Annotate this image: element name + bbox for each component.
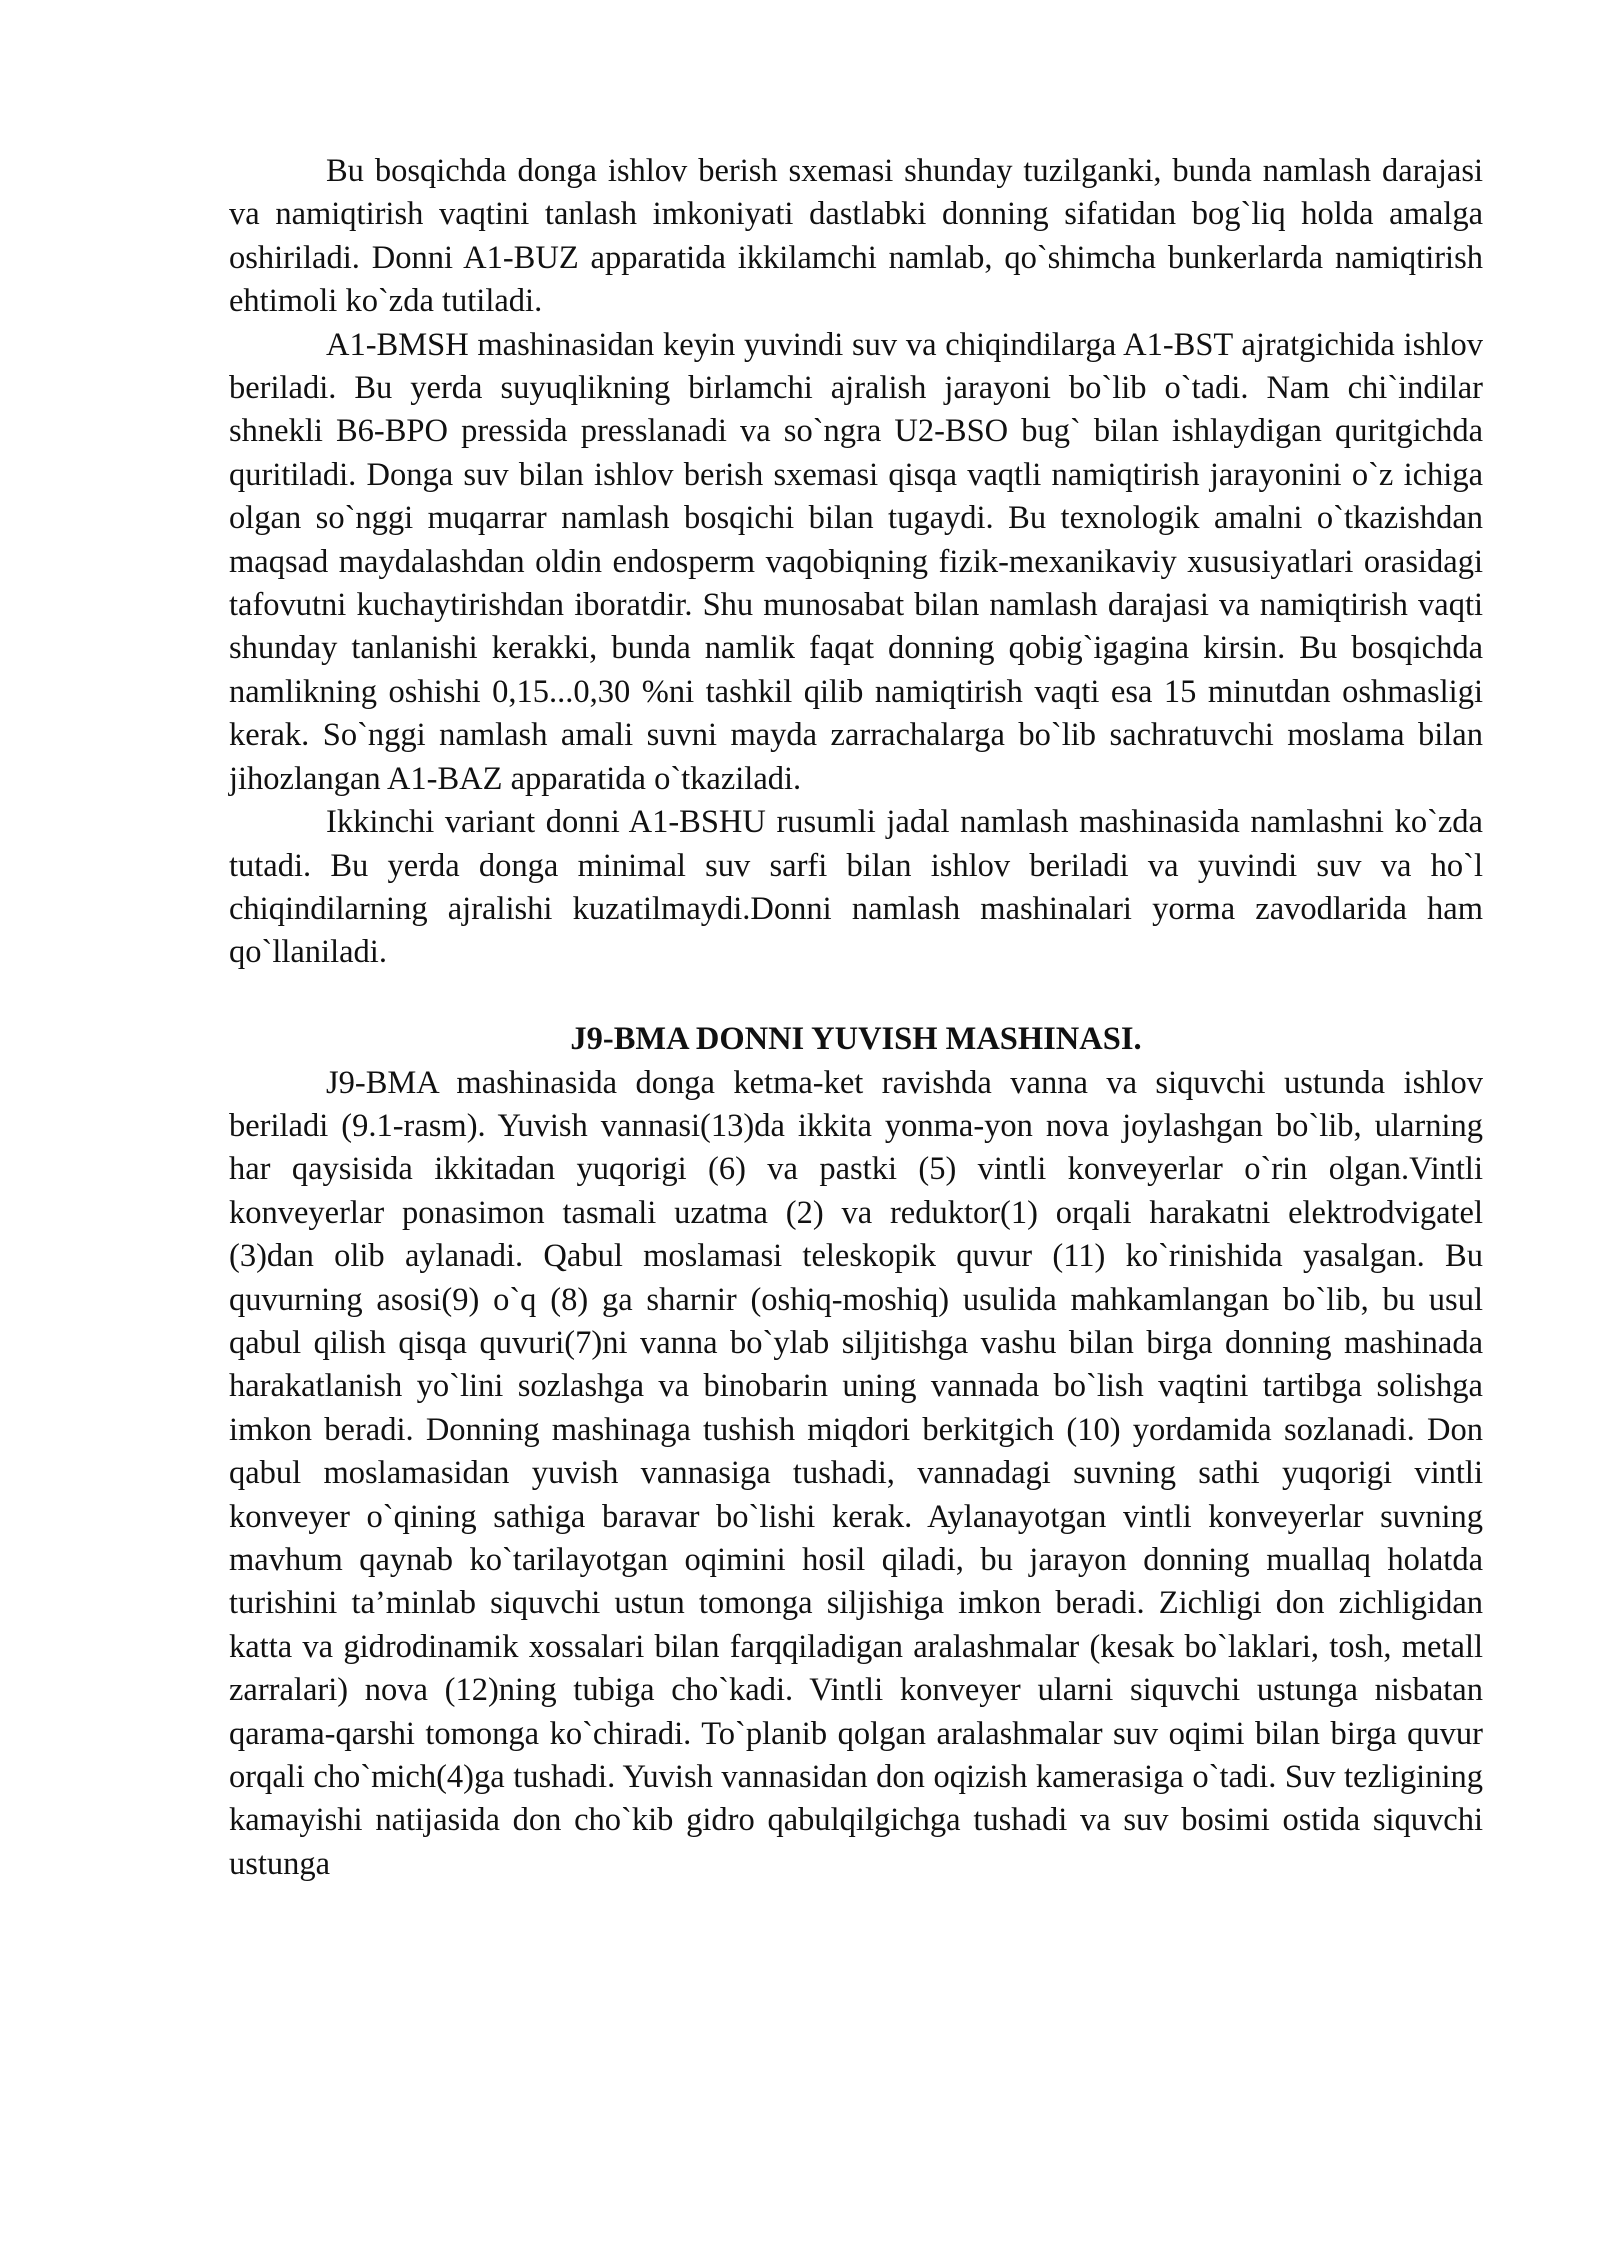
document-body bbox=[229, 150, 1483, 1886]
paragraph-ikkinchi-variant: Ikkinchi variant donni A1-BSHU rusumli jadal namlash mashinasida namlashni ko`zda tutadi. Bu yerda donga minimal suv sarfi bilan ishlov beriladi va yuvindi suv va ho`l chiqindilarning ajralishi kuzatilmaydi.Donni namlash mashinalari yorma zavodlarida ham qo`llaniladi. bbox=[229, 804, 1483, 971]
paragraph-j9-bma: J9-BMA mashinasida donga ketma-ket ravishda vanna va siquvchi ustunda ishlov beriladi (9.1-rasm). Yuvish vannasi(13)da ikkita yonma-yon nova joylashgan bo`lib, ularning har qaysisida ikkitadan yuqorigi (6) va pastki (5) vintli konveyerlar o`rin olgan.Vintli konveyerlar ponasimon tasmali uzatma (2) va reduktor(1) orqali harakatni elektrodvigatel (3)dan olib aylanadi. Qabul moslamasi teleskopik quvur (11) ko`rinishida yasalgan. Bu quvurning asosi(9) o`q (8) ga sharnir (oshiq-moshiq) usulida mahkamlangan bo`lib, bu usul qabul qilish qisqa quvuri(7)ni vanna bo`ylab siljitishga vashu bilan birga donning mashinada harakatlanish yo`lini sozlashga va binobarin uning vannada bo`lish vaqtini tartibga solishga imkon beradi. Donning mashinaga tushish miqdori berkitgich (10) yordamida sozlanadi. Don qabul moslamasidan yuvish vannasiga tushadi, vannadagi suvning sathi yuqorigi vintli konveyer o`qining sathiga baravar bo`lishi kerak. Aylanayotgan vintli konveyerlar suvning mavhum qaynab ko`tarilayotgan oqimini hosil qiladi, bu jarayon donning muallaq holatda turishini ta’minlab siquvchi ustun tomonga siljishiga imkon beradi. Zichligi don zichligidan katta va gidrodinamik xossalari bilan farqqiladigan aralashmalar (kesak bo`laklari, tosh, metall zarralari) nova (12)ning tubiga cho`kadi. Vintli konveyer ularni siquvchi ustunga nisbatan qarama-qarshi tomonga ko`chiradi. To`planib qolgan aralashmalar suv oqimi bilan birga quvur orqali cho`mich(4)ga tushadi. Yuvish vannasidan don oqizish kamerasiga o`tadi. Suv tezligining kamayishi natijasida don cho`kib gidro qabulqilgichga tushadi va suv bosimi ostida siquvchi ustunga bbox=[229, 1064, 1483, 1882]
paragraph-a1-bmsh: A1-BMSH mashinasidan keyin yuvindi suv va chiqindilarga A1-BST ajratgichida ishlov beriladi. Bu yerda suyuqlikning birlamchi ajralish jarayoni bo`lib o`tadi. Nam chi`indilar shnekli B6-BPO pressida presslanadi va so`ngra U2-BSO bug` bilan ishlaydigan quritgichda quritiladi. Donga suv bilan ishlov berish sxemasi qisqa vaqtli namiqtirish jarayonini o`z ichiga olgan so`nggi muqarrar namlash bosqichi bilan tugaydi. Bu texnologik amalni o`tkazishdan maqsad maydalashdan oldin endosperm vaqobiqning fizik-mexanikaviy xususiyatlari orasidagi tafovutni kuchaytirishdan iboratdir. Shu munosabat bilan namlash darajasi va namiqtirish vaqti shunday tanlanishi kerakki, bunda namlik faqat donning qobig`igagina kirsin. Bu bosqichda namlikning oshishi 0,15...0,30 %ni tashkil qilib namiqtirish vaqti esa 15 minutdan oshmasligi kerak. So`nggi namlash amali suvni mayda zarrachalarga bo`lib sachratuvchi moslama bilan jihozlangan A1-BAZ apparatida o`tkaziladi. bbox=[229, 326, 1483, 797]
paragraph-namlash-sxemasi: Bu bosqichda donga ishlov berish sxemasi shunday tuzilganki, bunda namlash darajasi va namiqtirish vaqtini tanlash imkoniyati dastlabki donning sifatidan bog`liq holda amalga oshiriladi. Donni A1-BUZ apparatida ikkilamchi namlab, qo`shimcha bunkerlarda namiqtirish ehtimoli ko`zda tutiladi. bbox=[229, 153, 1483, 320]
blank-line bbox=[229, 975, 1483, 1018]
section-heading: J9-BMA DONNI YUVISH MASHINASI. bbox=[570, 1021, 1142, 1058]
